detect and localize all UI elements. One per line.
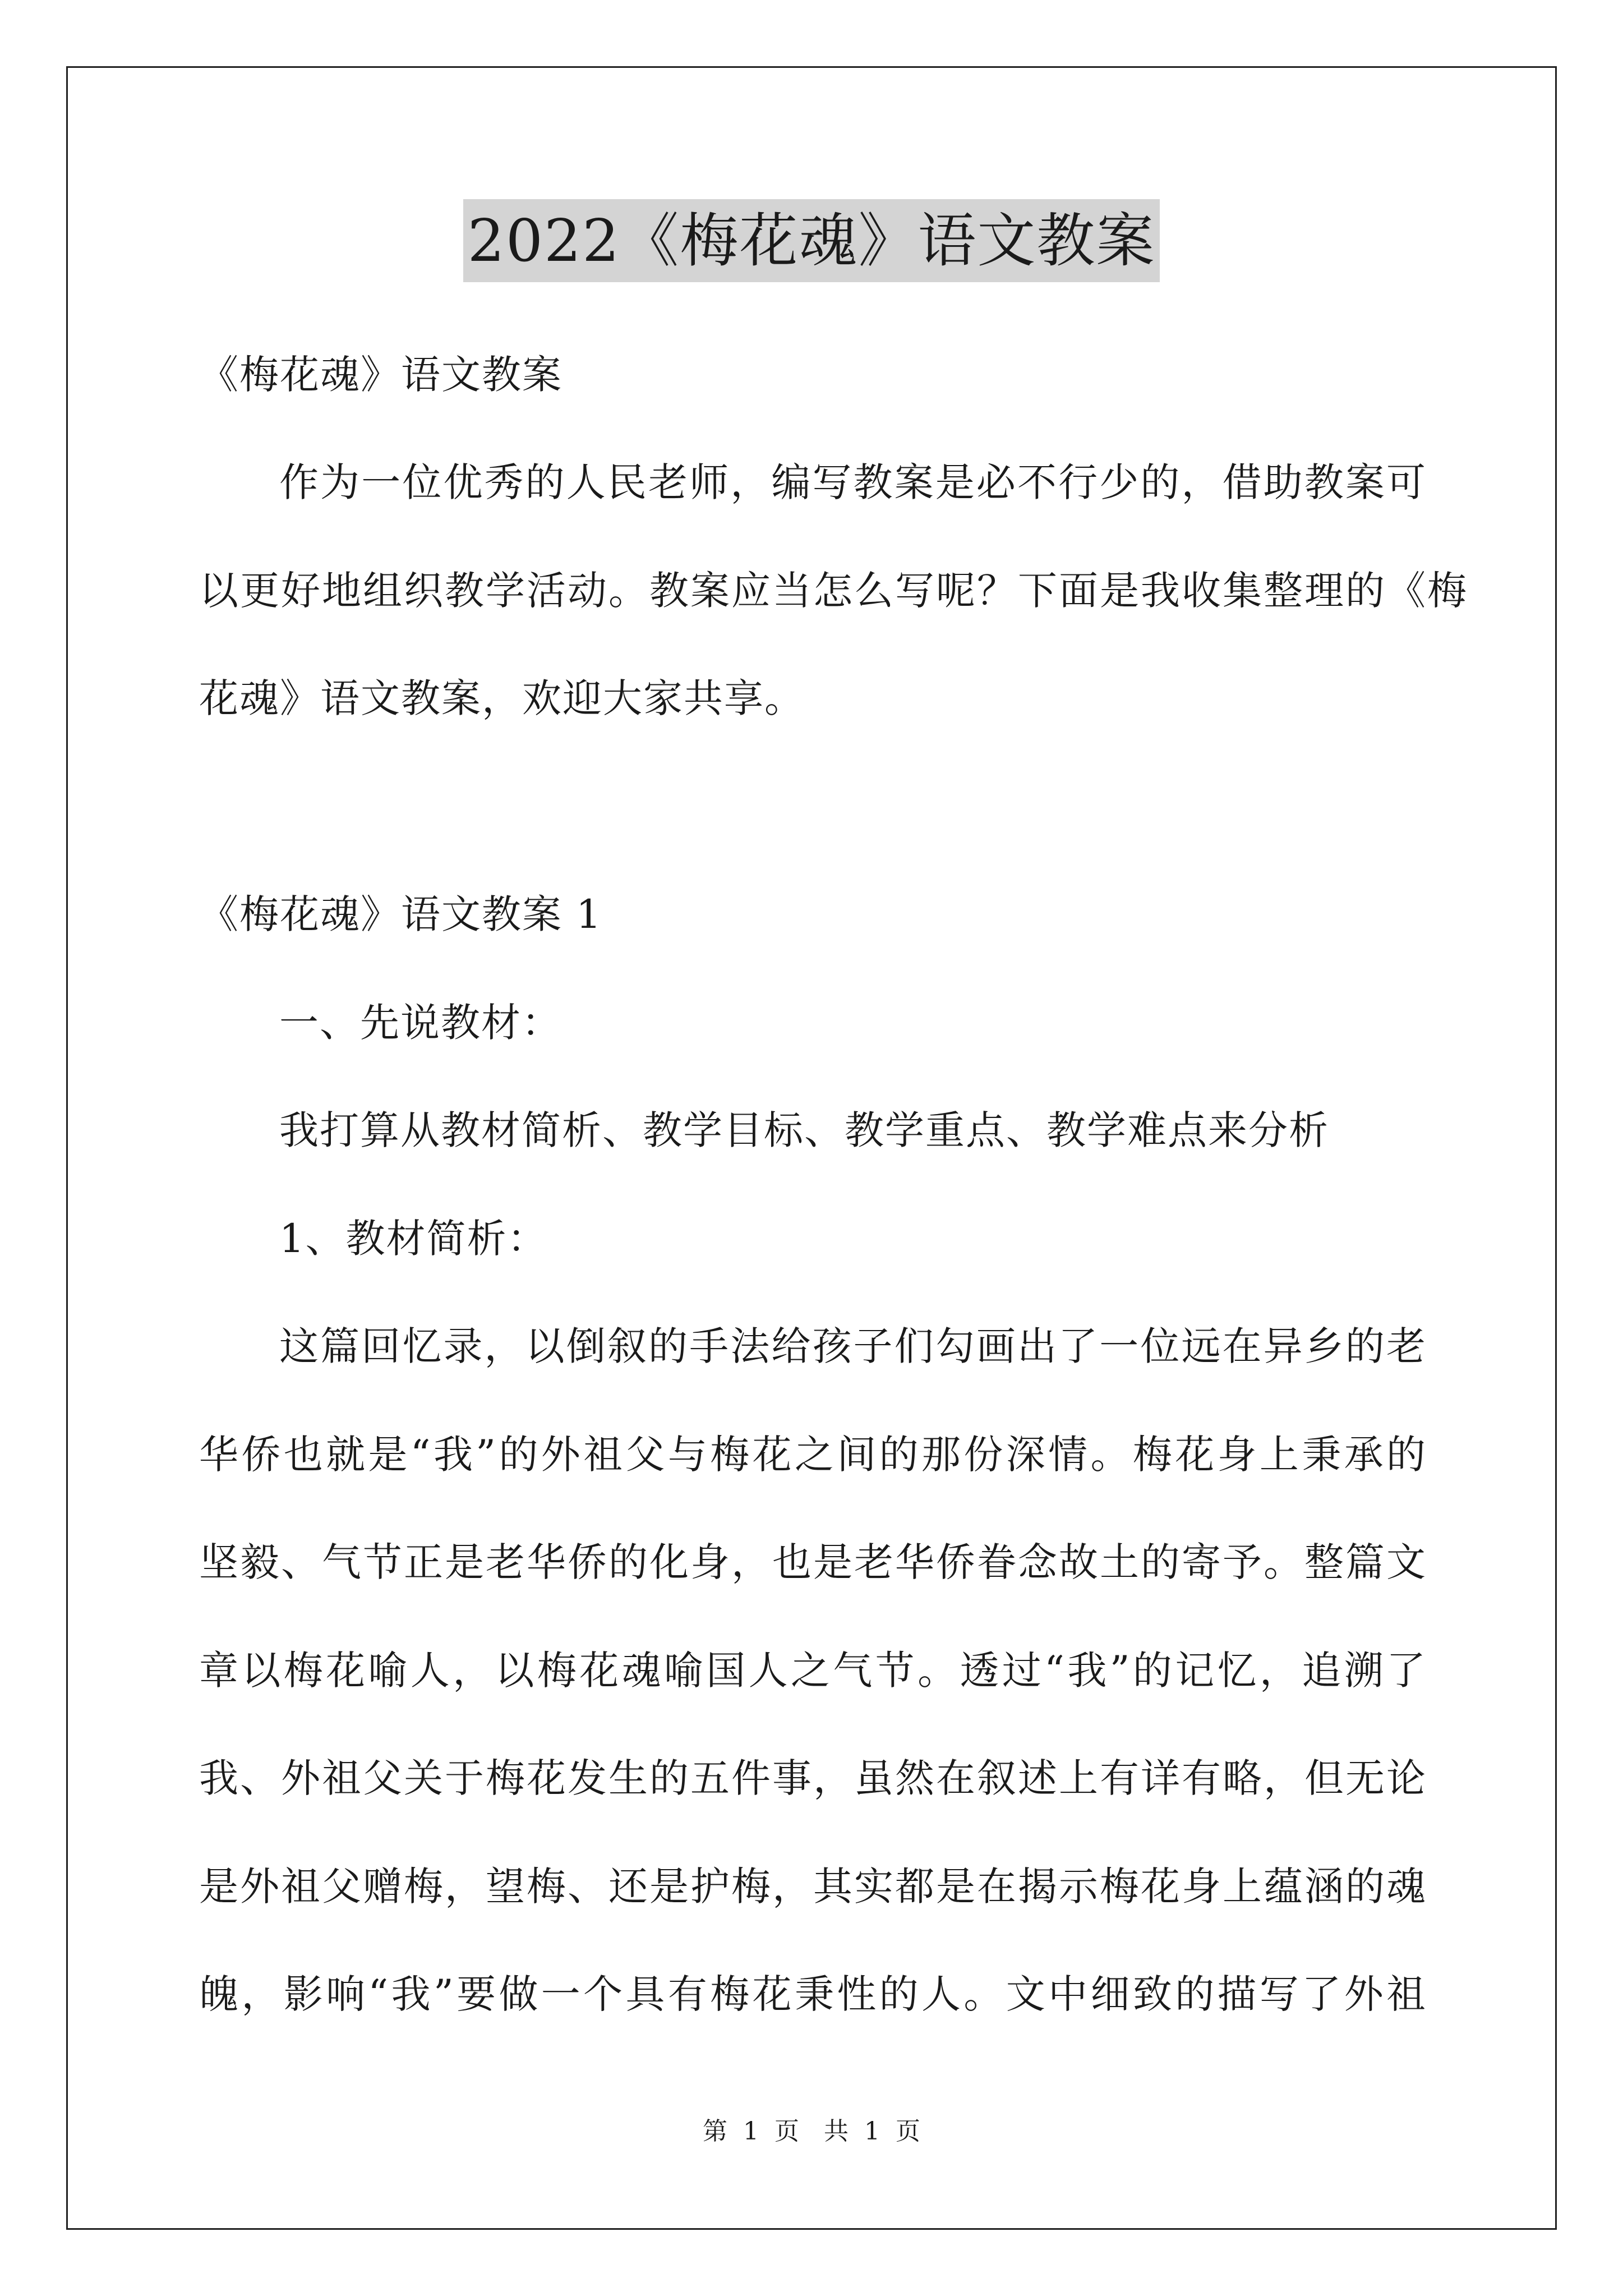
intro-line-1: 作为一位优秀的人民老师，编写教案是必不行少的，借助教案可 [279,459,1427,505]
paragraph-line: 章以梅花喻人，以梅花魂喻国人之气节。透过“我”的记忆，追溯了 [199,1648,1427,1694]
paragraph-line: 我、外祖父关于梅花发生的五件事，虽然在叙述上有详有略，但无论 [199,1755,1427,1801]
paragraph-line: 我打算从教材简析、教学目标、教学重点、教学难点来分析 [279,1107,1329,1153]
intro-line-3: 花魂》语文教案，欢迎大家共享。 [199,675,805,721]
page-footer: 第 1 页 共 1 页 [703,2117,920,2146]
paragraph-line: 坚毅、气节正是老华侨的化身，也是老华侨眷念故土的寄予。整篇文 [199,1539,1427,1585]
outline-item-1: 一、先说教材： [279,1000,562,1046]
document-title: 2022《梅花魂》语文教案 [463,199,1160,282]
subtitle: 《梅花魂》语文教案 [199,352,562,398]
document-title-wrap [0,199,1623,282]
paragraph-line: 这篇回忆录，以倒叙的手法给孩子们勾画出了一位远在异乡的老 [279,1323,1427,1369]
intro-line-2: 以更好地组织教学活动。教案应当怎么写呢？下面是我收集整理的《梅 [199,568,1468,614]
paragraph-line: 魄，影响“我”要做一个具有梅花秉性的人。文中细致的描写了外祖 [199,1971,1427,2017]
paragraph-line: 是外祖父赠梅，望梅、还是护梅，其实都是在揭示梅花身上蕴涵的魂 [199,1864,1427,1910]
paragraph-line: 华侨也就是“我”的外祖父与梅花之间的那份深情。梅花身上秉承的 [199,1432,1427,1478]
outline-item-2: 1、教材简析： [279,1216,548,1262]
section-heading: 《梅花魂》语文教案 1 [199,891,602,937]
